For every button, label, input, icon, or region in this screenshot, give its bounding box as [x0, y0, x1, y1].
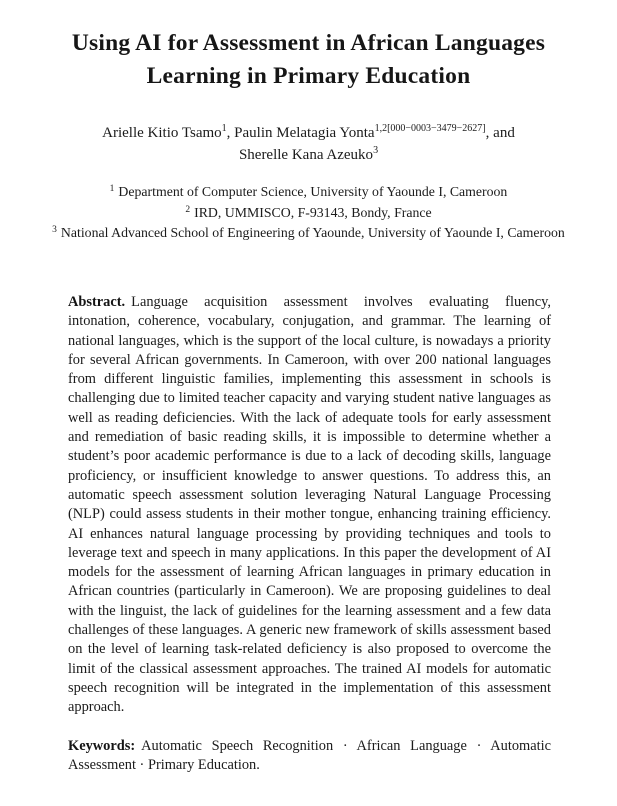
author-1-name: Arielle Kitio Tsamo	[102, 125, 222, 141]
keywords-label: Keywords:	[68, 737, 136, 754]
paper-title-line1: Using AI for Assessment in African Languages	[71, 30, 546, 56]
affiliation-1-text: Department of Computer Science, University of Yaounde I, Cameroon	[118, 184, 508, 199]
author-3-name: Sherelle Kana Azeuko	[238, 147, 374, 163]
affiliation-3-mark: 3	[52, 225, 57, 235]
abstract-section	[68, 293, 551, 775]
author-3-affmark: 3	[373, 145, 379, 156]
author-separator-2: , and	[485, 125, 515, 141]
paper-title	[0, 0, 617, 93]
keywords-text: Automatic Speech Recognition · African Language · Automatic Assessment · Primary Education.	[68, 737, 551, 773]
author-1-affmark: 1	[221, 123, 227, 134]
affiliation-2	[45, 203, 573, 224]
affiliation-3	[45, 223, 573, 244]
affiliation-3-text: National Advanced School of Engineering of Yaounde, University of Yaounde I, Cameroon	[60, 225, 565, 240]
author-line-1	[0, 122, 617, 144]
affiliation-2-text: IRD, UMMISCO, F-93143, Bondy, France	[194, 204, 432, 220]
affiliation-2-mark: 2	[185, 204, 191, 215]
abstract-paragraph	[68, 293, 551, 718]
author-separator-1: ,	[226, 125, 235, 141]
author-block	[0, 122, 617, 166]
author-2-name: Paulin Melatagia Yonta	[234, 125, 375, 141]
affiliations-block	[45, 182, 573, 244]
keywords-paragraph	[68, 737, 551, 776]
abstract-text: Language acquisition assessment involves evaluating fluency, intonation, coherence, vocabulary, conjugation, and grammar. The learning of national languages, which is the support of the local culture, is nowadays a priority for several African governments. In Cameroon, with over 200 national languages from different linguistic families, implementing this assessment in schools is challenging due to limited teacher capacity and varying student native languages as well as reading deficiencies. With the lack of adequate tools for early assessment and remediation of basic reading skills, it is impossible to determine whether a student’s poor academic performance is due to a lack of decoding skills, language proficiency, or insufficient knowledge to answer questions. To address this, an automatic speech assessment solution leveraging Natural Language Processing (NLP) could assess students in their mother tongue, enhancing training efficiency. AI enhances natural language processing by providing techniques and tools to leverage text and speech in many applications. In this paper the development of AI models for the assessment of learning African languages in primary education in African countries (particularly in Cameroon). We are proposing guidelines to deal with the linguist, the lack of guidelines for the learning assessment and a few data challenges of these languages. A generic new framework of skills assessment based on the level of learning task-related deficiency is also proposed to overcome the limit of the classical assessment approaches. The trained AI models for automatic speech recognition will be integrated in the implementation of this assessment approach.	[68, 294, 551, 716]
paper-title-line2: Learning in Primary Education	[146, 63, 471, 89]
abstract-label: Abstract.	[68, 294, 126, 310]
author-2-affmark-orcid: 1,2[000−0003−3479−2627]	[374, 123, 486, 134]
author-line-2	[0, 144, 617, 166]
affiliation-1	[45, 182, 573, 203]
affiliation-1-mark: 1	[109, 184, 115, 194]
